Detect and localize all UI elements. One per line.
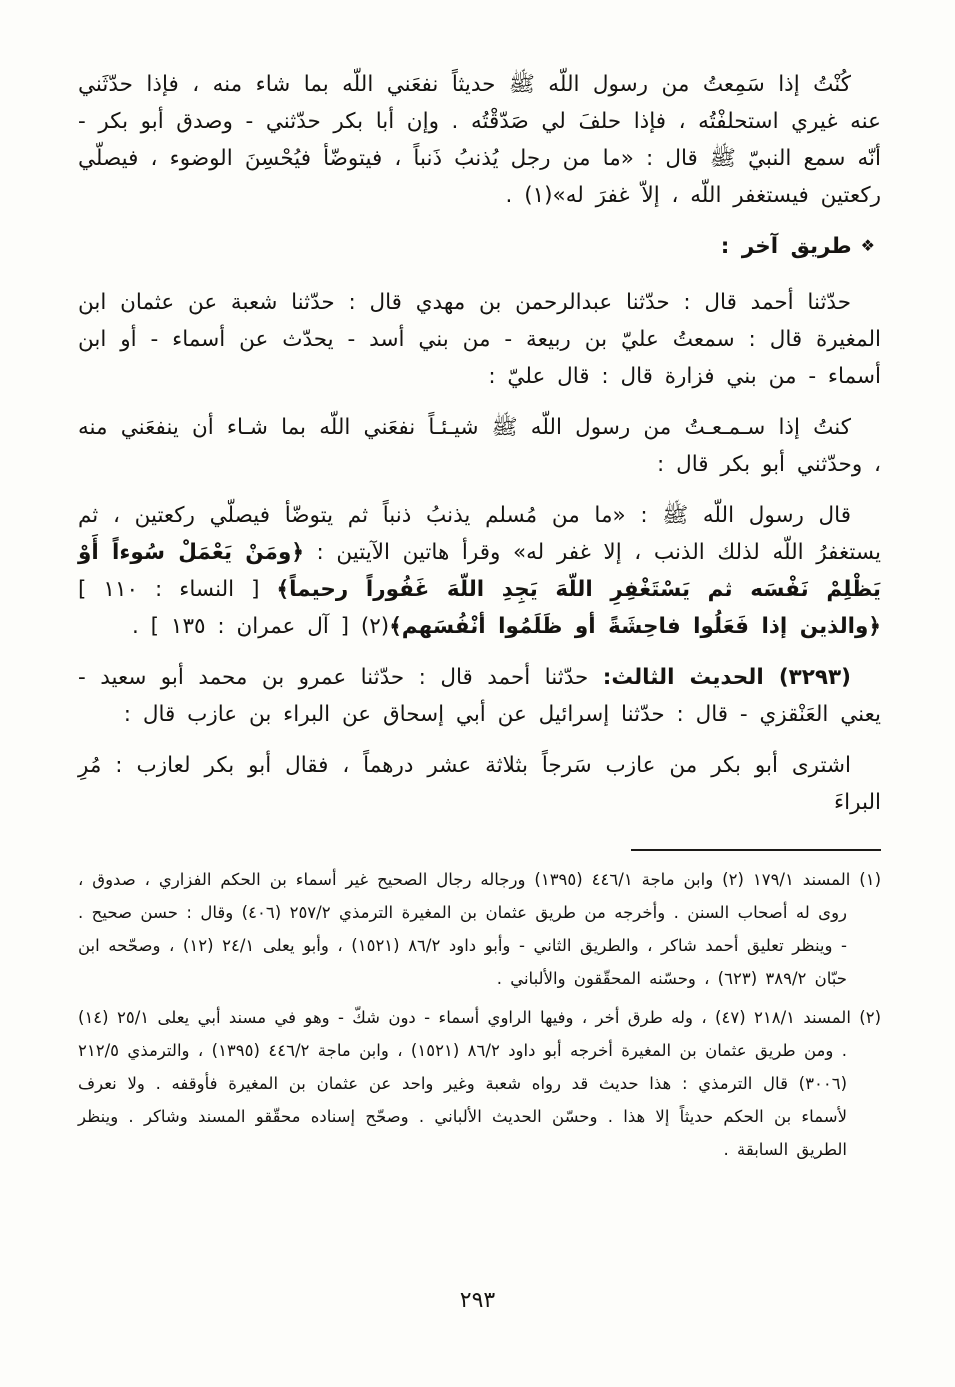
hadith-paragraph-2 <box>78 409 881 483</box>
bold-text-run: (٣٢٩٣) الحديث الثالث: <box>602 665 851 690</box>
text-run: [ النساء : ١١٠ ] <box>78 577 277 602</box>
diamond-icon: ❖ <box>860 236 875 255</box>
footnotes-list <box>78 863 881 1166</box>
bold-text-run: ﴿ومَنْ يَعْمَلْ سُوءاً أَوْ يَظْلِمْ نَفْسَه ثم يَسْتَغْفِرِ اللّهَ يَجِدِ اللّهَ غَفُوراً رحيماً﴾ <box>78 540 882 602</box>
text-run: حدّثنا أحمد قال : حدّثنا عبدالرحمن بن مهدي قال : حدّثنا شعبة عن عثمان ابن المغيرة قال : سمعتُ عليّ بن ربيعة - من بني أسد - يحدّث عن أسماء - أو ابن أسماء - من بني فزارة قال : قال عليّ : <box>78 290 881 389</box>
section-heading-another-route <box>78 228 881 266</box>
text-run: كُنْتُ إذا سَمِعتُ من رسول اللّه ﷺ حديثاً نفعَني اللّه بما شاء منه ، فإذا حدّثَني عنه غيري استحلفْتُه ، فإذا حلفَ لي صَدّقْتُه . وإن أبا بكر حدّثني - وصدق أبو بكر - أنّه سمع النبيّ ﷺ قال : «ما من رجل يُذنبُ ذَنباً ، فيتوضّأ فيُحْسِنَ الوضوء ، فيصلّي ركعتين فيستغفر اللّه ، إلاّ غفرَ له»(١) . <box>78 72 881 208</box>
hadith-paragraph-1 <box>78 66 881 214</box>
hadith-paragraph-3-with-verses <box>78 497 881 645</box>
page-number: ٢٩٣ <box>459 1288 496 1313</box>
text-run: كنتُ إذا سـمـعـتُ من رسول اللّه ﷺ شيـئـاً نفعَني اللّه بما شـاء أن ينفعَني منه ، وحدّثني أبو بكر قال : <box>78 415 881 477</box>
body-text <box>78 66 881 821</box>
footnote-1 <box>78 863 881 995</box>
hadith-paragraph-4 <box>78 747 881 821</box>
footnotes-section <box>78 849 881 1166</box>
text-run: اشترى أبو بكر من عازب سَرجاً بثلاثة عشر درهماً ، فقال أبو بكر لعازب : مُرِ البراءَ <box>78 753 881 815</box>
text-run: (٢) المسند ٢١٨/١ (٤٧) ، وله طرق أخر ، وفيها الراوي أسماء - دون شكّ - وهو في مسند أبي يعلى ٢٥/١ (١٤) . ومن طريق عثمان بن المغيرة أخرجه أبو داود ٨٦/٢ (١٥٢١) ، وابن ماجة ٤٤٦/٢ (١٣٩٥) ، والترمذي ٢١٢/٥ (٣٠٠٦) قال الترمذي : هذا حديث قد رواه شعبة وغير واحد عن عثمان بن المغيرة فأوقفه . ولا نعرف لأسماء بن الحكم حديثاً إلا هذا . وحسّن الحديث الألباني . وصحّح إسناده محقّقو المسند وشاكر . وينظر الطريق السابقة . <box>78 1008 882 1159</box>
bold-text-run: طريق آخر : <box>720 234 852 259</box>
text-run: (٢) [ آل عمران : ١٣٥ ] . <box>132 614 390 639</box>
text-run: حدّثنا أحمد قال : حدّثنا عمرو بن محمد أبو سعيد - يعني العَنْقزي - قال : حدّثنا إسرائيل عن أبي إسحاق عن البراء بن عازب قال : <box>78 665 881 727</box>
text-run: (١) المسند ١٧٩/١ (٢) وابن ماجة ٤٤٦/١ (١٣٩٥) ورجاله رجال الصحيح غير أسماء بن الحكم الفزاري ، صدوق ، روى له أصحاب السنن . وأخرجه من طريق عثمان بن المغيرة الترمذي ٢٥٧/٢ (٤٠٦) وقال : حسن صحيح . - وينظر تعليق أحمد شاكر ، والطريق الثاني - وأبو داود ٨٦/٢ (١٥٢١) ، وأبو يعلى ٢٤/١ (١٢) ، وصحّحه ابن حبّان ٣٨٩/٢ (٦٢٣) ، وحسّنه المحقّقون والألباني . <box>78 870 882 988</box>
bold-text-run: ﴿والذين إذا فَعَلُوا فاحِشَةً أو ظَلَمُوا أنْفُسَهم﴾ <box>389 614 881 639</box>
isnad-paragraph <box>78 284 881 395</box>
hadith-three-heading-paragraph <box>78 659 881 733</box>
footnote-separator <box>631 849 881 851</box>
footnote-2 <box>78 1001 881 1166</box>
text-run: قال رسول اللّه ﷺ : «ما من مُسلم يذنبُ ذنباً ثم يتوضّأ فيصلّي ركعتين ، ثم يستغفرُ اللّه لذلك الذنب ، إلا غفر له» وقرأ هاتين الآيتين : <box>78 503 881 565</box>
